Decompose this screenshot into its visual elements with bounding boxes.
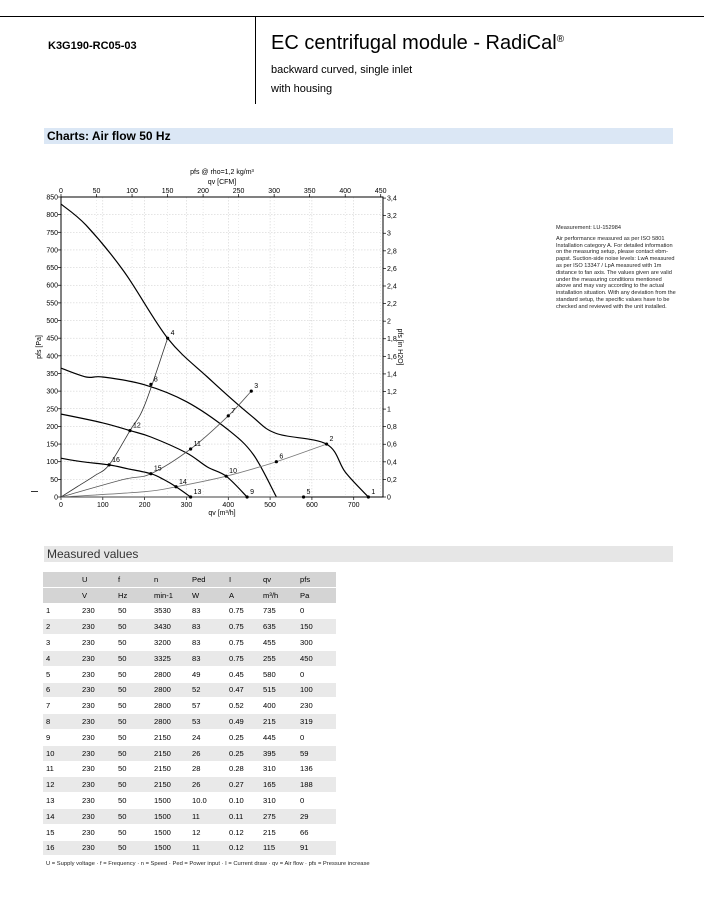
table-cell: 0.45	[226, 666, 260, 682]
top-axis-label: qv [CFM]	[207, 179, 237, 186]
table-cell: 275	[260, 808, 297, 824]
top-tick-label: 350	[303, 188, 316, 195]
table-cell: 0.75	[226, 635, 260, 651]
table-cell: 300	[297, 635, 336, 651]
table-cell: 16	[43, 840, 79, 856]
table-cell: 9	[43, 729, 79, 745]
top-tick-label: 250	[232, 188, 245, 195]
table-cell: 0.27	[226, 777, 260, 793]
table-cell: 230	[79, 635, 115, 651]
table-cell: I	[226, 572, 260, 587]
right-tick-label: 1	[387, 406, 391, 414]
table-cell: f	[115, 572, 151, 587]
table-cell: 0.49	[226, 714, 260, 730]
right-tick-label: 0,6	[387, 441, 397, 449]
table-row	[43, 824, 336, 840]
table-cell: 50	[115, 650, 151, 666]
x-tick-label: 500	[264, 502, 276, 509]
measurement-id: Measurement: LU-152984	[556, 225, 621, 231]
table-cell: 0	[297, 603, 336, 619]
table-row	[43, 682, 336, 698]
table-cell: 50	[115, 777, 151, 793]
x-tick-label: 0	[59, 502, 63, 509]
table-cell: m³/h	[260, 587, 297, 603]
table-cell: 50	[115, 793, 151, 809]
top-tick-label: 50	[92, 188, 101, 195]
table-cell: 165	[260, 777, 297, 793]
table-cell: 2800	[151, 714, 189, 730]
table-cell: 50	[115, 761, 151, 777]
operating-point-label: 7	[231, 407, 236, 415]
table-cell: 3	[43, 635, 79, 651]
table-cell: 14	[43, 808, 79, 824]
operating-point-label: 15	[153, 465, 162, 473]
table-row	[43, 619, 336, 635]
operating-point-9	[245, 495, 248, 498]
table-cell: 53	[189, 714, 226, 730]
top-tick-label: 300	[268, 188, 280, 195]
table-cell: 0	[297, 666, 336, 682]
chart-title: pfs @ rho=1,2 kg/m³	[190, 169, 254, 176]
table-cell: 50	[115, 808, 151, 824]
table-cell: 310	[260, 761, 297, 777]
operating-point-label: 16	[112, 456, 120, 464]
operating-point-11	[189, 447, 192, 450]
operating-point-label: 12	[133, 422, 141, 430]
table-cell: 0.12	[226, 840, 260, 856]
operating-point-label: 13	[193, 489, 202, 496]
x-tick-label: 400	[222, 502, 235, 509]
right-tick-label: 2,2	[387, 301, 397, 309]
operating-point-label: 6	[279, 453, 284, 461]
top-tick-label: 0	[59, 188, 63, 195]
right-tick-label: 2,6	[387, 265, 397, 273]
table-cell: 50	[115, 635, 151, 651]
operating-point-label: 9	[250, 489, 254, 496]
table-cell: 1500	[151, 840, 189, 856]
right-tick-label: 0,8	[387, 424, 397, 432]
operating-point-16	[107, 463, 110, 466]
table-cell: 230	[79, 840, 115, 856]
table-cell: 255	[260, 650, 297, 666]
table-cell: 10	[43, 745, 79, 761]
table-cell: 0	[297, 793, 336, 809]
table-cell: 0.75	[226, 650, 260, 666]
table-row	[43, 650, 336, 666]
table-row	[43, 761, 336, 777]
table-cell: 59	[297, 745, 336, 761]
table-cell: 0.25	[226, 729, 260, 745]
operating-point-7	[227, 414, 230, 417]
right-axis-label: pfs [in H2O]	[396, 328, 403, 366]
measured-section-title: Measured values	[47, 547, 139, 561]
y-tick-label: 650	[46, 265, 58, 273]
table-cell: 150	[297, 619, 336, 635]
top-tick-label: 150	[161, 188, 174, 195]
table-cell: 50	[115, 682, 151, 698]
table-cell: 230	[79, 745, 115, 761]
y-tick-label: 500	[46, 318, 58, 326]
measurement-note	[556, 225, 676, 315]
table-cell: 230	[79, 650, 115, 666]
table-cell: 12	[189, 824, 226, 840]
table-cell: 26	[189, 745, 226, 761]
measurement-text: Air performance measured as per ISO 5801 Installation category A. For detailed information on the measuring setup, please contact ebm-papst. Suction-side noise levels: LwA measured as per ISO 13347 / LpA measured with 1m distance to fan axis. The values given are valid under the measuring conditions mentioned above and may vary according to the actual installation situation. With any deviation from the standard setup, the specific values have to be checked and reviewed with the unit installed.	[556, 235, 676, 310]
operating-point-8	[149, 383, 152, 386]
table-cell: 2800	[151, 666, 189, 682]
operating-point-12	[128, 429, 131, 432]
table-cell: 8	[43, 714, 79, 730]
table-cell: 13	[43, 793, 79, 809]
table-cell: 5	[43, 666, 79, 682]
table-cell: 230	[79, 714, 115, 730]
table-cell: 1500	[151, 824, 189, 840]
table-cell: 83	[189, 650, 226, 666]
right-tick-label: 0,4	[387, 459, 397, 467]
y-tick-label: 150	[46, 441, 58, 449]
table-cell: 0.28	[226, 761, 260, 777]
table-cell	[43, 587, 79, 603]
operating-point-15	[149, 472, 152, 475]
table-cell: 2150	[151, 777, 189, 793]
x-tick-label: 700	[347, 502, 360, 509]
table-cell: 310	[260, 793, 297, 809]
y-tick-label: 300	[46, 388, 58, 396]
table-row	[43, 777, 336, 793]
table-cell: 3200	[151, 635, 189, 651]
table-cell: 400	[260, 698, 297, 714]
table-cell: 735	[260, 603, 297, 619]
operating-point-4	[166, 337, 169, 340]
right-tick-label: 1,4	[387, 371, 397, 379]
table-cell: 2150	[151, 745, 189, 761]
table-cell: 2150	[151, 761, 189, 777]
x-axis-label: qv [m³/h]	[208, 510, 236, 517]
page-title: EC centrifugal module - RadiCal®	[271, 32, 565, 54]
table-cell: 215	[260, 714, 297, 730]
y-tick-label: 750	[46, 229, 58, 237]
series-line-2	[61, 368, 276, 497]
table-cell: 0.10	[226, 793, 260, 809]
table-cell: 24	[189, 729, 226, 745]
charts-section-title: Charts: Air flow 50 Hz	[47, 129, 171, 143]
table-cell: 230	[79, 603, 115, 619]
table-cell: 0.75	[226, 619, 260, 635]
model-number: K3G190-RC05-03	[48, 40, 137, 52]
table-cell: 83	[189, 619, 226, 635]
table-cell: 230	[79, 808, 115, 824]
table-row	[43, 714, 336, 730]
table-units-row	[43, 587, 336, 603]
table-cell: 28	[189, 761, 226, 777]
table-cell: 230	[297, 698, 336, 714]
table-cell: 100	[297, 682, 336, 698]
series-line-1	[61, 204, 368, 497]
registered-mark: ®	[556, 34, 565, 45]
table-cell: 580	[260, 666, 297, 682]
table-cell: 188	[297, 777, 336, 793]
subtitle-2: with housing	[271, 83, 333, 95]
operating-point-5	[302, 495, 305, 498]
table-cell: 50	[115, 824, 151, 840]
table-cell: 230	[79, 729, 115, 745]
operating-point-14	[174, 485, 177, 488]
table-cell: 29	[297, 808, 336, 824]
operating-point-13	[189, 495, 192, 498]
table-cell: 230	[79, 682, 115, 698]
right-tick-label: 3,2	[387, 213, 397, 221]
operating-point-3	[250, 390, 253, 393]
table-cell: 230	[79, 698, 115, 714]
operating-point-label: 14	[179, 478, 187, 486]
y-axis-label: pfs [Pa]	[36, 335, 43, 359]
operating-point-10	[225, 475, 228, 478]
table-cell: 0.25	[226, 745, 260, 761]
right-tick-label: 0	[387, 494, 391, 502]
table-cell: 3430	[151, 619, 189, 635]
operating-point-label: 4	[170, 330, 175, 338]
y-tick-label: 800	[46, 212, 58, 220]
y-tick-label: 50	[50, 476, 58, 484]
table-cell: Hz	[115, 587, 151, 603]
table-cell: 50	[115, 745, 151, 761]
table-cell: 3325	[151, 650, 189, 666]
table-cell: 0.75	[226, 603, 260, 619]
operating-point-2	[325, 442, 328, 445]
table-cell: 1500	[151, 793, 189, 809]
y-tick-label: 450	[46, 335, 58, 343]
table-cell: 0.12	[226, 824, 260, 840]
table-row	[43, 729, 336, 745]
table-cell: 230	[79, 824, 115, 840]
table-cell: Ped	[189, 572, 226, 587]
y-tick-label: 100	[46, 459, 58, 467]
table-cell: pfs	[297, 572, 336, 587]
table-cell: 230	[79, 666, 115, 682]
table-cell: 319	[297, 714, 336, 730]
measured-section-bar	[44, 546, 673, 562]
table-cell: 15	[43, 824, 79, 840]
operating-point-label: 3	[254, 383, 259, 391]
x-tick-label: 600	[306, 502, 318, 509]
table-cell: 50	[115, 714, 151, 730]
table-cell: A	[226, 587, 260, 603]
table-cell: 83	[189, 635, 226, 651]
table-cell: min-1	[151, 587, 189, 603]
y-tick-label: 400	[46, 353, 58, 361]
series-line-6	[61, 391, 251, 497]
table-cell: 230	[79, 761, 115, 777]
table-cell: U	[79, 572, 115, 587]
table-cell: 12	[43, 777, 79, 793]
table-cell: 49	[189, 666, 226, 682]
table-cell: 7	[43, 698, 79, 714]
operating-point-label: 5	[306, 489, 311, 496]
table-cell: 50	[115, 619, 151, 635]
x-tick-label: 100	[96, 502, 109, 509]
y-tick-label: 250	[46, 406, 58, 414]
right-tick-label: 2,4	[387, 283, 397, 291]
y-tick-label: 850	[46, 194, 58, 202]
top-tick-label: 100	[126, 188, 138, 195]
y-tick-label: 600	[46, 282, 58, 290]
table-cell: 50	[115, 840, 151, 856]
table-cell: Pa	[297, 587, 336, 603]
table-cell: 2150	[151, 729, 189, 745]
operating-point-label: 1	[371, 489, 376, 496]
right-tick-label: 0,2	[387, 476, 397, 484]
operating-point-label: 10	[229, 468, 237, 476]
x-tick-label: 200	[138, 502, 151, 509]
table-cell: 3530	[151, 603, 189, 619]
table-cell: 0.52	[226, 698, 260, 714]
table-cell: 91	[297, 840, 336, 856]
table-cell: 66	[297, 824, 336, 840]
table-cell: 57	[189, 698, 226, 714]
table-cell: 115	[260, 840, 297, 856]
right-tick-label: 2,8	[387, 248, 397, 256]
top-tick-label: 200	[197, 188, 209, 195]
table-cell: n	[151, 572, 189, 587]
table-row	[43, 666, 336, 682]
table-row	[43, 808, 336, 824]
right-tick-label: 1,6	[387, 353, 397, 361]
right-tick-label: 3	[387, 230, 391, 238]
table-row	[43, 793, 336, 809]
table-row	[43, 840, 336, 856]
table-cell: 10.0	[189, 793, 226, 809]
table-cell: 1	[43, 603, 79, 619]
table-cell: 52	[189, 682, 226, 698]
right-tick-label: 1,2	[387, 388, 397, 396]
table-cell: 4	[43, 650, 79, 666]
table-cell: 11	[189, 840, 226, 856]
table-cell: 515	[260, 682, 297, 698]
table-cell: 230	[79, 619, 115, 635]
table-cell: 395	[260, 745, 297, 761]
top-tick-label: 400	[339, 188, 352, 195]
table-cell: 1500	[151, 808, 189, 824]
table-header-row	[43, 572, 336, 587]
right-tick-label: 3,4	[387, 195, 397, 203]
table-row	[43, 603, 336, 619]
table-cell: 0.47	[226, 682, 260, 698]
y-tick-label: 700	[46, 247, 58, 255]
table-cell: 2800	[151, 682, 189, 698]
table-cell: 455	[260, 635, 297, 651]
table-cell: 215	[260, 824, 297, 840]
top-tick-label: 450	[374, 188, 387, 195]
abbreviation-legend: U = Supply voltage · f = Frequency · n = Speed · Ped = Power input · I = Current draw · qv = Air flow · pfs = Pressure increase	[46, 861, 370, 867]
table-cell: V	[79, 587, 115, 603]
y-tick-label: 350	[46, 370, 58, 378]
table-cell: 230	[79, 777, 115, 793]
right-tick-label: 1,8	[387, 336, 397, 344]
measured-values-table	[43, 572, 336, 856]
table-cell: 136	[297, 761, 336, 777]
margin-mark	[31, 491, 38, 492]
y-tick-label: 0	[54, 494, 58, 502]
table-cell: qv	[260, 572, 297, 587]
table-cell: 230	[79, 793, 115, 809]
table-cell: 450	[297, 650, 336, 666]
y-tick-label: 200	[46, 423, 58, 431]
table-cell: 83	[189, 603, 226, 619]
table-cell: 50	[115, 729, 151, 745]
table-cell: W	[189, 587, 226, 603]
table-cell: 635	[260, 619, 297, 635]
table-cell	[43, 572, 79, 587]
table-cell: 11	[43, 761, 79, 777]
table-row	[43, 635, 336, 651]
table-cell: 6	[43, 682, 79, 698]
operating-point-label: 2	[329, 436, 334, 444]
operating-point-label: 11	[193, 441, 201, 448]
table-cell: 2800	[151, 698, 189, 714]
operating-point-6	[275, 460, 278, 463]
table-row	[43, 698, 336, 714]
table-cell: 50	[115, 603, 151, 619]
operating-point-1	[367, 495, 370, 498]
table-cell: 0	[297, 729, 336, 745]
subtitle-1: backward curved, single inlet	[271, 64, 413, 76]
x-tick-label: 300	[180, 502, 193, 509]
table-cell: 50	[115, 666, 151, 682]
table-cell: 11	[189, 808, 226, 824]
y-tick-label: 550	[46, 300, 58, 308]
operating-point-label: 8	[153, 376, 158, 384]
table-cell: 445	[260, 729, 297, 745]
table-cell: 26	[189, 777, 226, 793]
table-cell: 0.11	[226, 808, 260, 824]
right-tick-label: 2	[387, 318, 391, 326]
table-row	[43, 745, 336, 761]
table-cell: 2	[43, 619, 79, 635]
table-cell: 50	[115, 698, 151, 714]
